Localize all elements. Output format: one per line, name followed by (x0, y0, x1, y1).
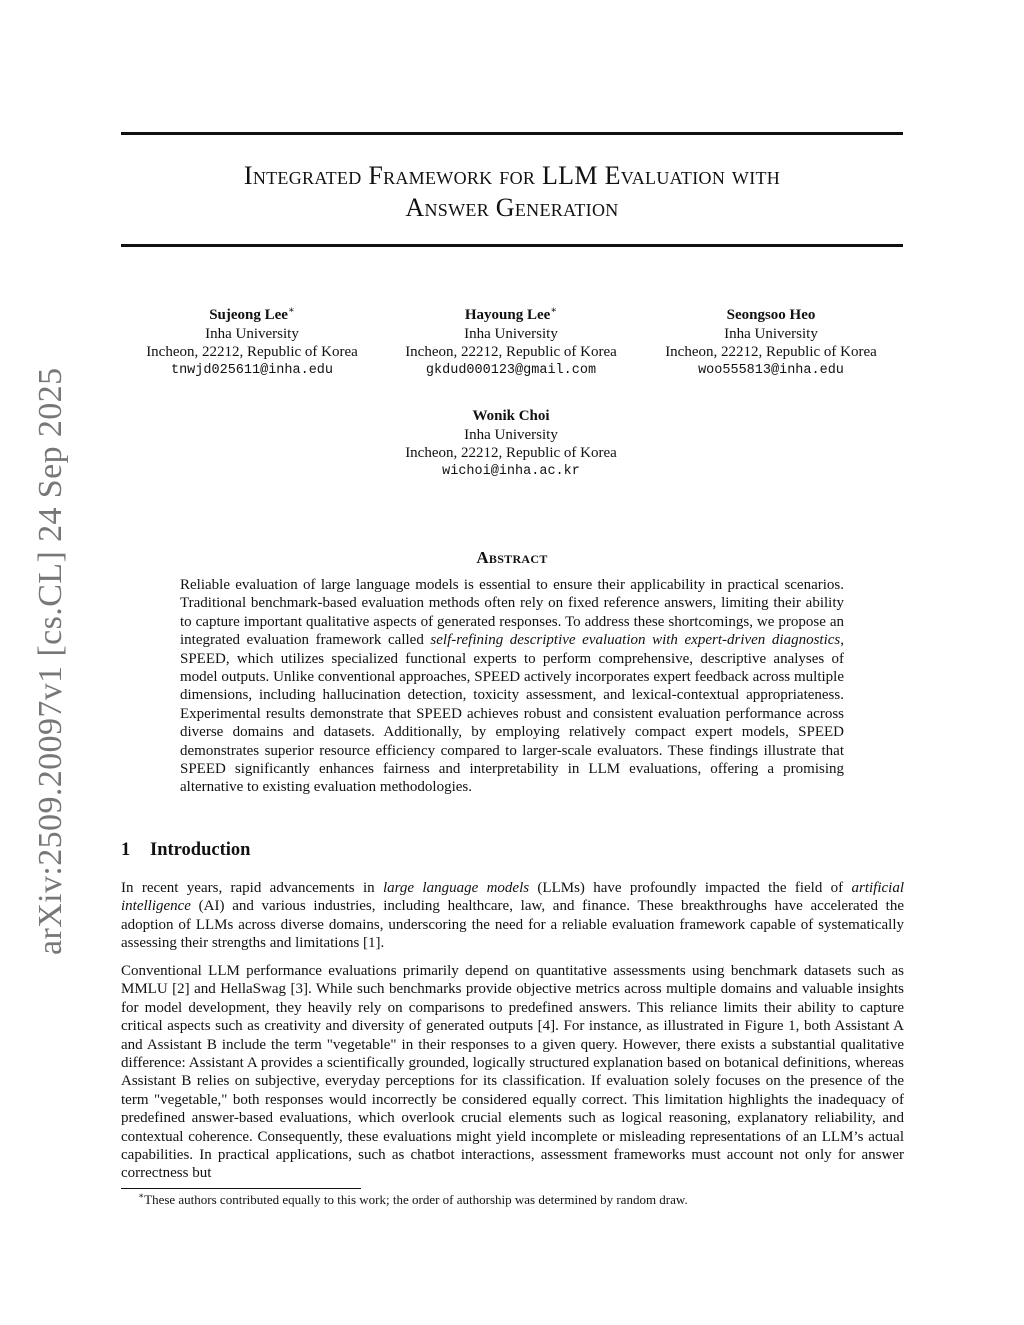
intro-paragraph-2: Conventional LLM performance evaluations primarily depend on quantitative assessments using benchmark datasets such as MMLU [2] and HellaSwag [3]. While such benchmarks provide objective metrics across multiple domains and valuable insights for model development, they heavily rely on comparisons to predefined answers. This reliance limits their ability to capture critical aspects such as creativity and diversity of generated outputs [4]. For instance, as illustrated in Figure 1, both Assistant A and Assistant B include the term "vegetable" in their responses to a given query. However, there exists a substantial qualitative difference: Assistant A provides a scientifically grounded, logically structured explanation based on botanical definitions, whereas Assistant B relies on subjective, everyday perceptions for its classification. If evaluation solely focuses on the presence of the term "vegetable," both responses would incorrectly be considered equally correct. This limitation highlights the inadequacy of predefined answer-based evaluations, which overlook crucial elements such as logical reasoning, explanatory reliability, and contextual coherence. Consequently, these evaluations might yield incomplete or misleading representations of an LLM’s actual capabilities. In practical applications, such as chatbot interactions, assessment frameworks must account not only for answer correctness but (121, 963, 904, 1182)
arxiv-identifier: arXiv:2509.20097v1 [cs.CL] 24 Sep 2025 (32, 367, 69, 955)
abstract-text: Reliable evaluation of large language models is essential to ensure their applicability in practical scenarios. Traditional benchmark-based evaluation methods often rely on fixed reference answers, limiting their ability to capture important qualitative aspects of generated responses. To address these shortcomings, we propose an integrated evaluation framework called self-refining descriptive evaluation with expert-driven diagnostics, SPEED, which utilizes specialized functional experts to perform comprehensive, descriptive analyses of model outputs. Unlike conventional approaches, SPEED actively incorporates expert feedback across multiple dimensions, including hallucination detection, toxicity assessment, and lexical-contextual appropriateness. Experimental results demonstrate that SPEED achieves robust and consistent evaluation performance across diverse domains and datasets. Additionally, by employing relatively compact expert models, SPEED demonstrates superior resource efficiency compared to larger-scale evaluators. These findings illustrate that SPEED significantly enhances fairness and interpretability in LLM evaluations, offering a promising alternative to existing evaluation methodologies. (180, 577, 844, 796)
author-address: Incheon, 22212, Republic of Korea (405, 445, 617, 461)
author-name: Sujeong Lee∗ (209, 305, 295, 323)
author-name: Seongsoo Heo (726, 307, 816, 323)
author-block-4 (381, 407, 641, 481)
title-bottom-rule (121, 244, 903, 247)
author-email[interactable]: woo555813@inha.edu (698, 362, 844, 378)
author-address: Incheon, 22212, Republic of Korea (146, 344, 358, 360)
author-block-3 (641, 306, 901, 380)
author-address: Incheon, 22212, Republic of Korea (665, 344, 877, 360)
title-line-2: Answer Generation (405, 193, 619, 222)
author-email[interactable]: tnwjd025611@inha.edu (170, 362, 334, 378)
author-name: Wonik Choi (472, 408, 550, 424)
paper-title (121, 160, 903, 224)
author-address: Incheon, 22212, Republic of Korea (405, 344, 617, 360)
footnote-rule (121, 1188, 361, 1189)
author-block-2 (381, 306, 641, 380)
author-affiliation: Inha University (464, 325, 558, 342)
author-affiliation: Inha University (205, 325, 299, 342)
abstract-heading: Abstract (476, 548, 548, 567)
title-line-1: Integrated Framework for LLM Evaluation with (243, 161, 781, 190)
section-heading: 1 Introduction (121, 840, 251, 860)
footnote: ∗These authors contributed equally to this work; the order of authorship was determined by random draw. (138, 1190, 688, 1207)
author-affiliation: Inha University (724, 325, 818, 342)
author-name: Hayoung Lee∗ (464, 305, 558, 323)
author-email[interactable]: wichoi@inha.ac.kr (442, 463, 580, 479)
author-affiliation: Inha University (464, 426, 558, 443)
title-top-rule (121, 132, 903, 135)
intro-paragraph-1: In recent years, rapid advancements in large language models (LLMs) have profoundly impacted the field of artificial intelligence (AI) and various industries, including healthcare, law, and finance. These breakthroughs have accelerated the adoption of LLMs across diverse domains, underscoring the need for a reliable evaluation framework capable of systematically assessing their strengths and limitations [1]. (121, 880, 904, 952)
author-block-1 (122, 306, 382, 380)
author-email[interactable]: gkdud000123@gmail.com (425, 362, 597, 378)
